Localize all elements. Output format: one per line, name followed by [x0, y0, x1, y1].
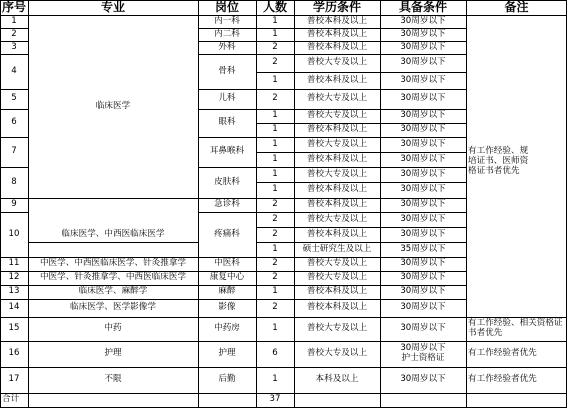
- cell-post: 皮肤科: [214, 176, 240, 187]
- cell-no: 5: [11, 93, 17, 104]
- cell-no: 4: [11, 65, 17, 76]
- cell-major: 不限: [104, 374, 122, 385]
- cell-no: 15: [8, 323, 20, 334]
- cell-count: 1: [272, 243, 278, 254]
- cell-count: 2: [272, 93, 278, 104]
- cell-conditions: 30周岁以下: [400, 74, 446, 85]
- cell-major: 护理: [104, 348, 122, 359]
- cell-conditions: 30周岁以下: [400, 57, 446, 68]
- cell-post: 后勤: [218, 374, 236, 385]
- cell-post: 内二科: [214, 28, 240, 39]
- cell-major: 临床医学: [95, 100, 131, 111]
- cell-major: 中医学、针灸推拿学、中西医临床医学: [39, 272, 187, 283]
- cell-no: 11: [8, 258, 20, 269]
- cell-conditions: 30周岁以下: [400, 15, 446, 26]
- cell-no: 16: [8, 348, 20, 359]
- cell-education: 普校本科及以上: [306, 184, 368, 195]
- cell-conditions: 30周岁以下: [400, 272, 446, 283]
- cell-count: 1: [272, 153, 278, 164]
- cell-count: 1: [272, 184, 278, 195]
- cell-conditions: 30周岁以下: [400, 323, 446, 334]
- cell-conditions: 30周岁以下: [400, 374, 446, 385]
- cell-education: 硕士研究生及以上: [302, 243, 372, 254]
- cell-post: 疼痛科: [214, 228, 240, 239]
- cell-post: 儿科: [218, 93, 236, 104]
- header-post: 岗位: [214, 0, 239, 14]
- cell-count: 1: [272, 124, 278, 135]
- cell-count: 1: [272, 28, 278, 39]
- cell-education: 普校本科及以上: [306, 74, 368, 85]
- cell-note: 有工作经验者优先: [468, 374, 537, 385]
- cell-education: 普校本科及以上: [306, 228, 368, 239]
- cell-no: 2: [11, 28, 17, 39]
- cell-no: 3: [11, 41, 17, 52]
- cell-no: 12: [8, 272, 20, 283]
- cell-conditions: 30周岁以下: [400, 213, 446, 224]
- cell-post: 中医科: [214, 258, 240, 269]
- cell-no: 6: [11, 117, 17, 128]
- cell-education: 普校大专及以上: [306, 168, 368, 179]
- cell-conditions: 30周岁以下: [400, 138, 446, 149]
- cell-no: 10: [8, 228, 20, 239]
- cell-conditions: 30周岁以下: [400, 286, 446, 297]
- cell-post: 眼科: [218, 117, 236, 128]
- cell-count: 2: [272, 41, 278, 52]
- cell-no: 1: [11, 15, 17, 26]
- cell-education: 普校大专及以上: [306, 93, 368, 104]
- header-major: 专业: [100, 0, 125, 14]
- cell-post: 内一科: [214, 15, 240, 26]
- cell-major: 临床医学、麻醉学: [78, 286, 148, 297]
- cell-count: 1: [272, 374, 278, 385]
- cell-post: 影像: [218, 302, 236, 313]
- cell-note: 有工作经验、相关资格证书者优先: [468, 318, 563, 338]
- cell-conditions: 30周岁以下: [400, 28, 446, 39]
- cell-count: 1: [272, 74, 278, 85]
- cell-post: 麻醉: [218, 286, 236, 297]
- header-notes: 备注: [504, 0, 529, 14]
- cell-post: 急诊科: [214, 199, 240, 210]
- cell-education: 普校本科及以上: [306, 199, 368, 210]
- cell-conditions: 30周岁以下护士资格证: [400, 343, 446, 363]
- cell-education: 普校本科及以上: [306, 302, 368, 313]
- cell-count: 2: [272, 272, 278, 283]
- cell-conditions: 30周岁以下: [400, 110, 446, 121]
- cell-no: 9: [11, 199, 17, 210]
- header-no: 序号: [1, 0, 26, 14]
- cell-count: 2: [272, 228, 278, 239]
- cell-count: 2: [272, 199, 278, 210]
- cell-count: 1: [272, 110, 278, 121]
- cell-post: 外科: [218, 41, 236, 52]
- cell-count: 2: [272, 258, 278, 269]
- cell-conditions: 30周岁以下: [400, 153, 446, 164]
- cell-education: 普校大专及以上: [306, 272, 368, 283]
- total-label: 合计: [2, 394, 20, 405]
- cell-education: 普校大专及以上: [306, 323, 368, 334]
- cell-count: 2: [272, 213, 278, 224]
- cell-no: 14: [8, 302, 20, 313]
- cell-count: 1: [272, 138, 278, 149]
- cell-count: 1: [272, 15, 278, 26]
- header-conditions: 具备条件: [398, 0, 447, 14]
- cell-major: 中医学、中西医临床医学、针灸推拿学: [39, 258, 187, 269]
- cell-conditions: 30周岁以下: [400, 199, 446, 210]
- cell-count: 2: [272, 57, 278, 68]
- cell-count: 1: [272, 168, 278, 179]
- cell-post: 骨科: [218, 65, 236, 76]
- cell-education: 普校大专及以上: [306, 348, 368, 359]
- cell-no: 13: [8, 286, 20, 297]
- cell-education: 普校本科及以上: [306, 286, 368, 297]
- cell-post: 康复中心: [209, 272, 245, 283]
- header-count: 人数: [262, 0, 287, 14]
- cell-education: 普校本科及以上: [306, 41, 368, 52]
- cell-count: 2: [272, 302, 278, 313]
- cell-conditions: 30周岁以下: [400, 41, 446, 52]
- cell-education: 普校本科及以上: [306, 28, 368, 39]
- cell-major: 临床医学、中西医临床医学: [61, 228, 165, 239]
- cell-education: 普校本科及以上: [306, 153, 368, 164]
- cell-conditions: 30周岁以下: [400, 93, 446, 104]
- cell-post: 耳鼻喉科: [209, 146, 245, 157]
- header-education: 学历条件: [312, 0, 361, 14]
- cell-note: 有工作经验者优先: [468, 348, 537, 359]
- cell-education: 普校大专及以上: [306, 258, 368, 269]
- cell-conditions: 30周岁以下: [400, 302, 446, 313]
- cell-major: 临床医学、医学影像学: [70, 302, 156, 313]
- cell-post: 中药房: [214, 323, 240, 334]
- cell-count: 1: [272, 286, 278, 297]
- cell-education: 普校大专及以上: [306, 138, 368, 149]
- cell-conditions: 30周岁以下: [400, 258, 446, 269]
- cell-major: 中药: [104, 323, 122, 334]
- cell-conditions: 30周岁以下: [400, 124, 446, 135]
- cell-education: 普校本科及以上: [306, 15, 368, 26]
- cell-count: 6: [272, 348, 278, 359]
- cell-note: 有工作经验、规培证书、医师资格证书者优先: [468, 146, 529, 176]
- cell-conditions: 30周岁以下: [400, 184, 446, 195]
- cell-education: 普校大专及以上: [306, 213, 368, 224]
- cell-education: 本科及以上: [315, 374, 359, 385]
- cell-no: 8: [11, 176, 17, 187]
- cell-count: 1: [272, 323, 278, 334]
- total-count: 37: [269, 394, 281, 405]
- cell-no: 7: [11, 146, 17, 157]
- cell-no: 17: [8, 374, 20, 385]
- cell-conditions: 30周岁以下: [400, 168, 446, 179]
- cell-conditions: 30周岁以下: [400, 228, 446, 239]
- cell-post: 护理: [218, 348, 236, 359]
- cell-education: 普校大专及以上: [306, 57, 368, 68]
- cell-conditions: 35周岁以下: [400, 243, 446, 254]
- cell-education: 普校大专及以上: [306, 110, 368, 121]
- cell-education: 普校本科及以上: [306, 124, 368, 135]
